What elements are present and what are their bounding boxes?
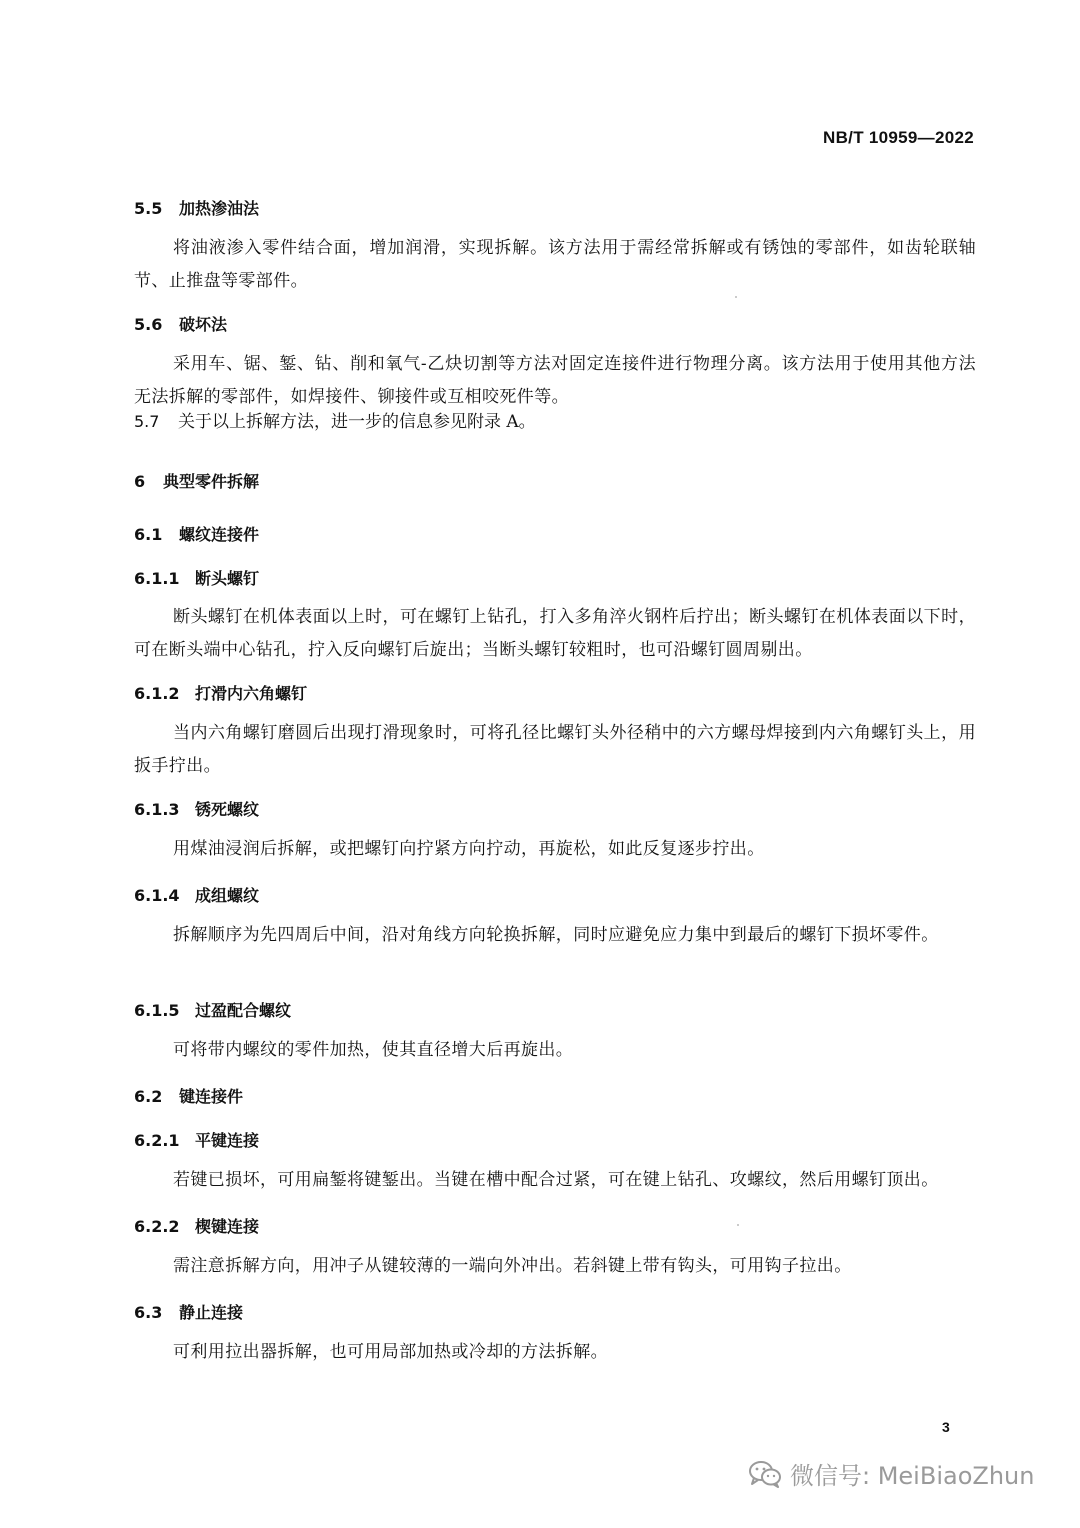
section-number: 6.2.2 <box>134 1217 180 1236</box>
section-heading-6-1-2 <box>134 681 307 704</box>
paragraph-6-1-3: 用煤油浸润后拆解，或把螺钉向拧紧方向拧动，再旋松，如此反复逐步拧出。 <box>173 839 765 859</box>
chapter-number: 6 <box>134 472 146 491</box>
section-heading-5-6 <box>134 312 227 335</box>
paragraph-5-5: 将油液渗入零件结合面，增加润滑，实现拆解。该方法用于需经常拆解或有锈蚀的零部件，如齿轮联轴节、止推盘等零部件。 <box>134 238 976 291</box>
chapter-title: 典型零件拆解 <box>163 472 260 491</box>
clause-5-7 <box>134 405 976 439</box>
section-title: 断头螺钉 <box>195 569 260 588</box>
page-number: 3 <box>942 1419 950 1435</box>
paragraph-6-1-2: 当内六角螺钉磨圆后出现打滑现象时，可将孔径比螺钉头外径稍中的六方螺母焊接到内六角螺钉头上，用扳手拧出。 <box>134 723 976 776</box>
section-title: 锈死螺纹 <box>195 800 260 819</box>
section-number: 6.2 <box>134 1087 163 1106</box>
section-number: 6.1.4 <box>134 886 180 905</box>
section-title: 螺纹连接件 <box>179 525 260 544</box>
paragraph-6-3: 可利用拉出器拆解，也可用局部加热或冷却的方法拆解。 <box>173 1342 608 1362</box>
section-title: 楔键连接 <box>195 1217 260 1236</box>
paragraph-6-1-1: 断头螺钉在机体表面以上时，可在螺钉上钻孔，打入多角淬火钢杵后拧出；断头螺钉在机体表面以下时，可在断头端中心钻孔，拧入反向螺钉后旋出；当断头螺钉较粗时，也可沿螺钉圆周剔出。 <box>134 607 976 660</box>
section-number: 5.5 <box>134 199 163 218</box>
section-number: 6.1.5 <box>134 1001 180 1020</box>
section-heading-6-2 <box>134 1084 243 1107</box>
section-title: 成组螺纹 <box>195 886 260 905</box>
section-number: 6.2.1 <box>134 1131 180 1150</box>
section-title: 键连接件 <box>179 1087 244 1106</box>
section-number: 6.1 <box>134 525 163 544</box>
section-title: 平键连接 <box>195 1131 260 1150</box>
section-number: 6.1.1 <box>134 569 180 588</box>
section-number: 6.3 <box>134 1303 163 1322</box>
paragraph-6-1-4: 拆解顺序为先四周后中间，沿对角线方向轮换拆解，同时应避免应力集中到最后的螺钉下损坏零件。 <box>173 925 939 945</box>
section-number: 5.7 <box>134 412 160 431</box>
paragraph-5-6: 采用车、锯、錾、钻、削和氧气-乙炔切割等方法对固定连接件进行物理分离。该方法用于使用其他方法无法拆解的零部件，如焊接件、铆接件或互相咬死件等。 <box>134 354 976 407</box>
paragraph-6-1-5: 可将带内螺纹的零件加热，使其直径增大后再旋出。 <box>173 1040 574 1060</box>
chapter-heading-6 <box>134 469 259 492</box>
section-heading-6-1 <box>134 522 259 545</box>
section-heading-6-1-1 <box>134 566 259 589</box>
section-heading-6-2-2 <box>134 1214 259 1237</box>
scan-speck <box>737 1224 739 1226</box>
clause-text: 关于以上拆解方法，进一步的信息参见附录 A。 <box>178 412 536 432</box>
section-title: 过盈配合螺纹 <box>195 1001 292 1020</box>
watermark <box>748 1456 1034 1491</box>
section-number: 6.1.2 <box>134 684 180 703</box>
section-heading-6-1-5 <box>134 998 291 1021</box>
section-heading-6-2-1 <box>134 1128 259 1151</box>
section-heading-6-1-3 <box>134 797 259 820</box>
section-title: 加热渗油法 <box>179 199 260 218</box>
section-number: 6.1.3 <box>134 800 180 819</box>
section-heading-5-5 <box>134 196 259 219</box>
paragraph-6-2-2: 需注意拆解方向，用冲子从键较薄的一端向外冲出。若斜键上带有钩头，可用钩子拉出。 <box>173 1256 852 1276</box>
standard-number: NB/T 10959—2022 <box>823 128 974 147</box>
section-title: 打滑内六角螺钉 <box>195 684 308 703</box>
section-title: 静止连接 <box>179 1303 244 1322</box>
scan-speck <box>735 296 737 298</box>
section-heading-6-1-4 <box>134 883 259 906</box>
section-title: 破坏法 <box>179 315 228 334</box>
section-number: 5.6 <box>134 315 163 334</box>
watermark-text: 微信号: MeiBiaoZhun <box>790 1462 1035 1490</box>
wechat-icon <box>748 1460 782 1488</box>
paragraph-6-2-1: 若键已损坏，可用扁錾将键錾出。当键在槽中配合过紧，可在键上钻孔、攻螺纹，然后用螺钉顶出。 <box>173 1170 939 1190</box>
section-heading-6-3 <box>134 1300 243 1323</box>
